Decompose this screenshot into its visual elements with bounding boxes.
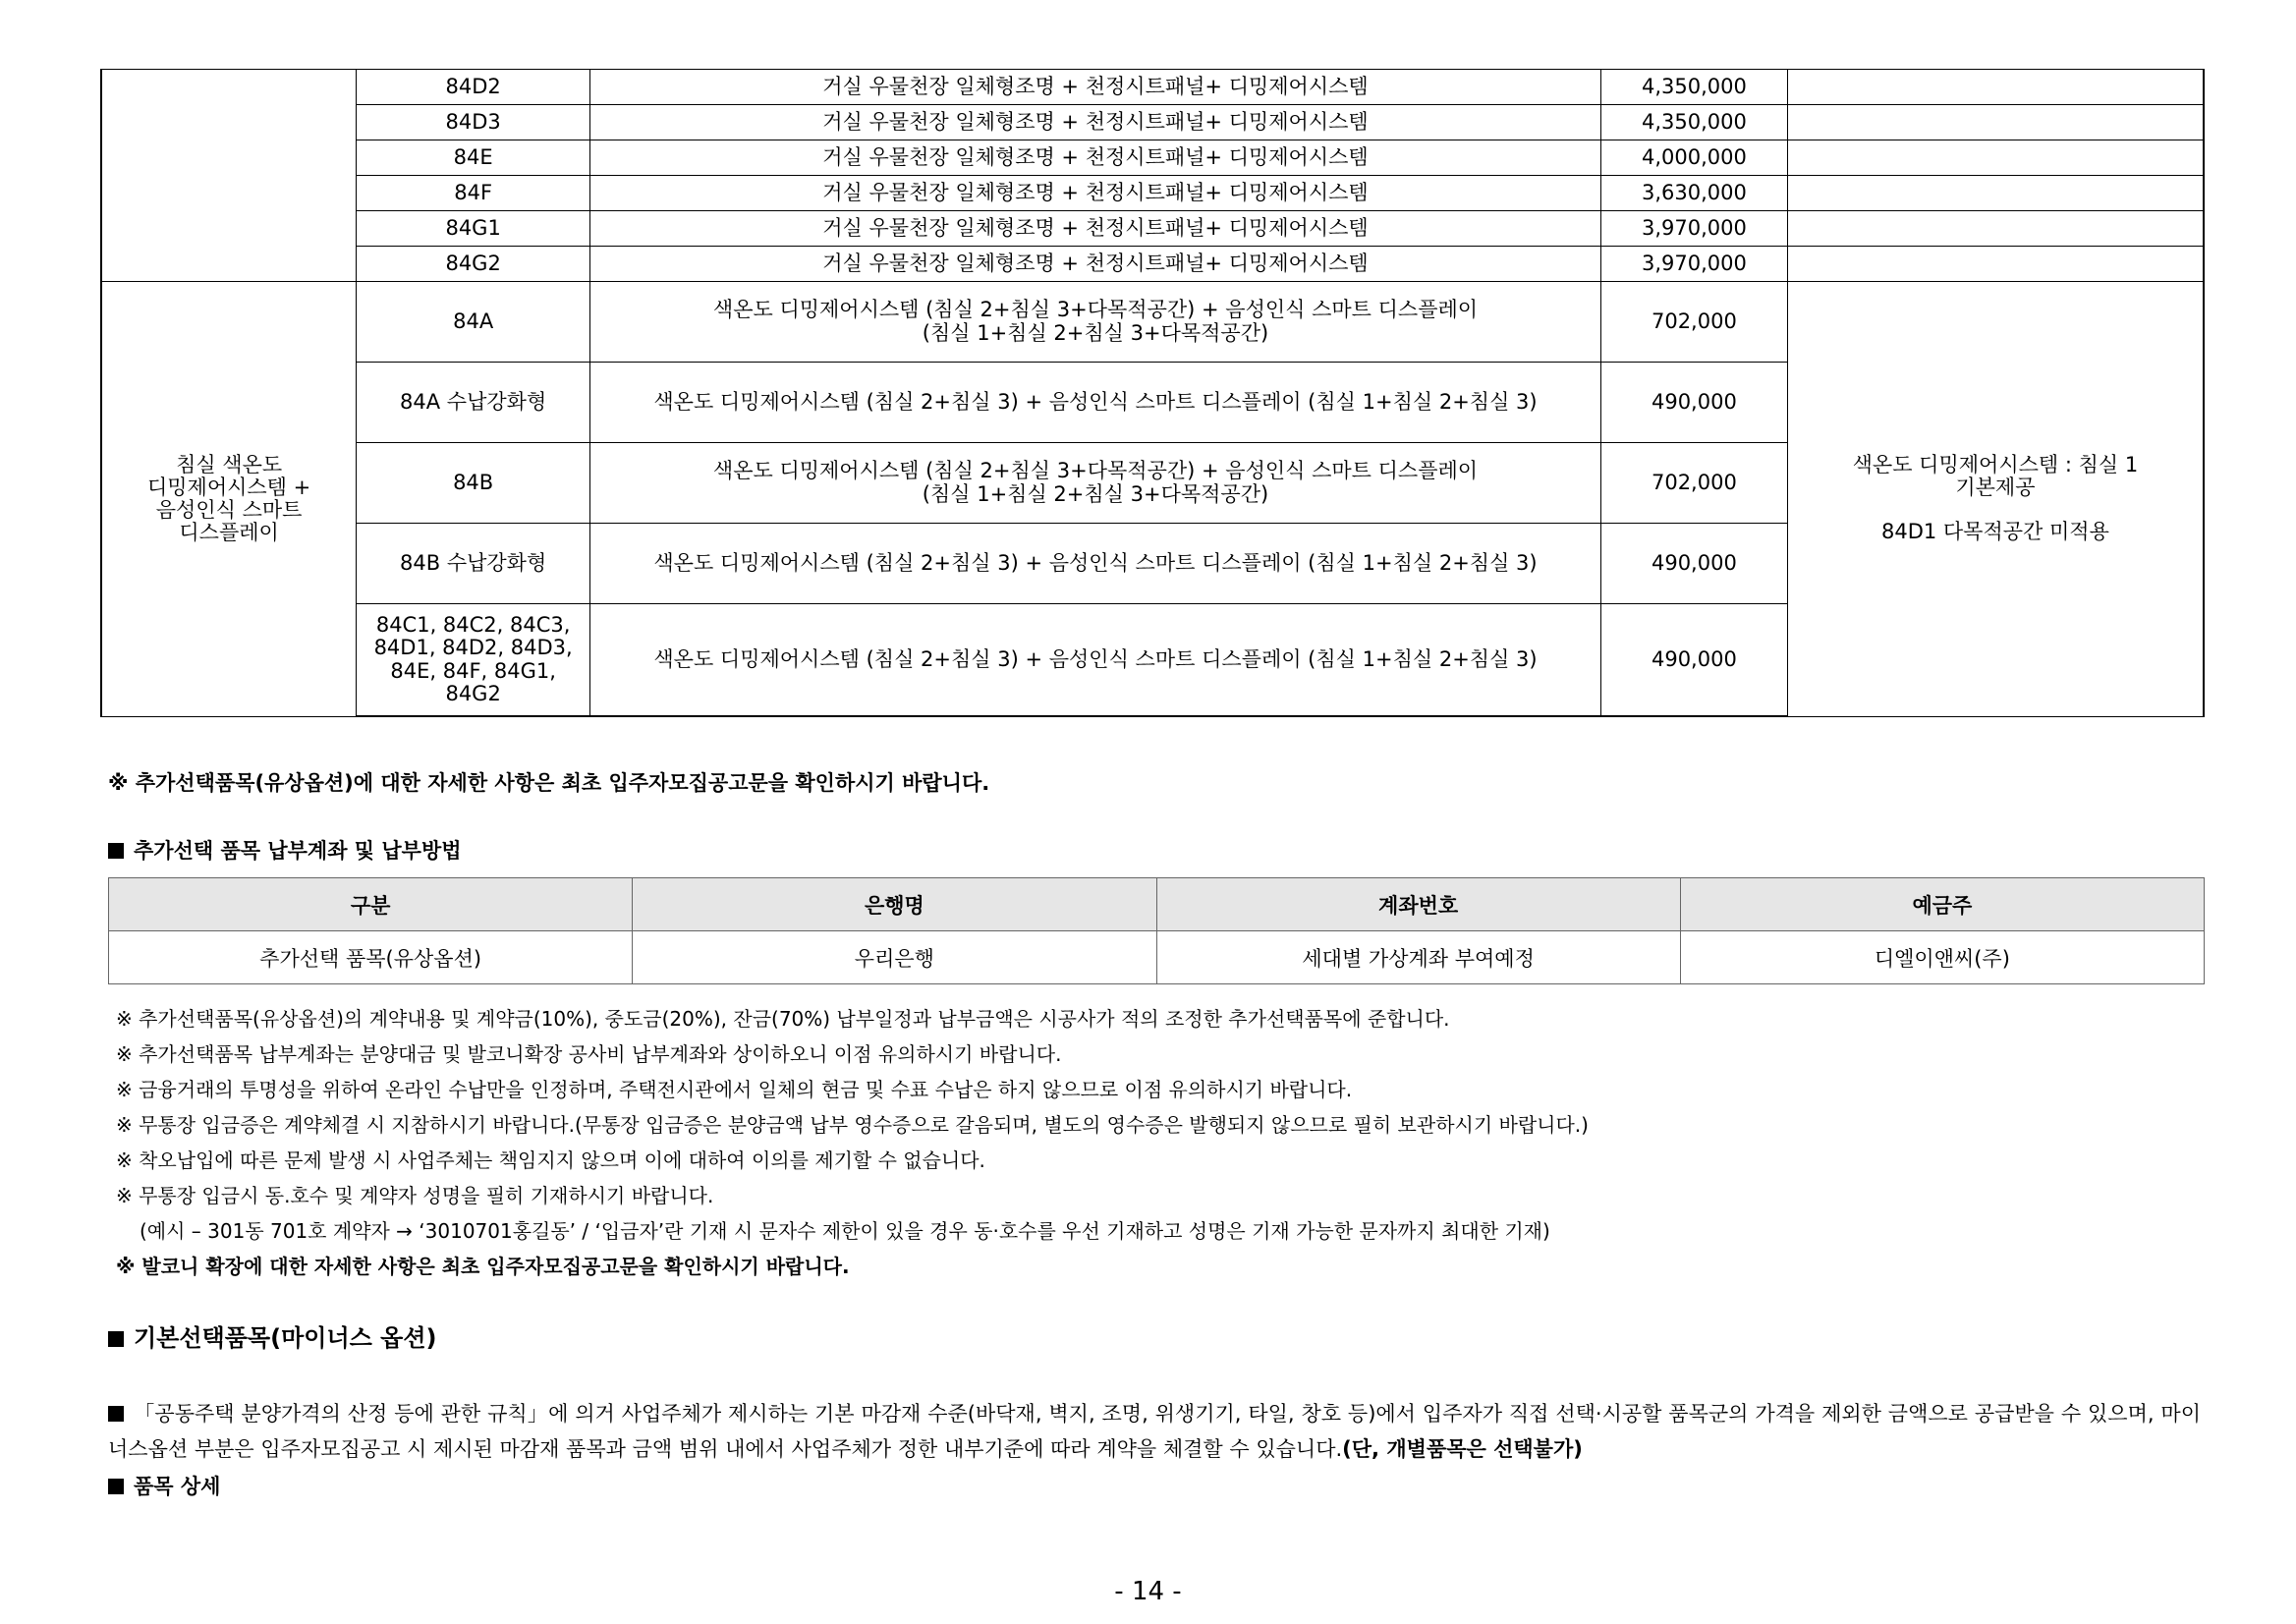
square-bullet-icon — [108, 1479, 124, 1494]
table-row — [101, 70, 2204, 105]
table-row — [101, 105, 2204, 140]
desc-cell: 색온도 디밍제어시스템 (침실 2+침실 3+다목적공간) + 음성인식 스마트 디스플레이 (침실 1+침실 2+침실 3+다목적공간) — [590, 282, 1601, 363]
type-cell: 84A 수납강화형 — [357, 363, 590, 443]
desc-cell: 거실 우물천장 일체형조명 + 천정시트패널+ 디밍제어시스템 — [590, 105, 1601, 140]
type-cell: 84B 수납강화형 — [357, 524, 590, 604]
type-cell: 84G2 — [357, 247, 590, 282]
table-row — [109, 931, 2205, 984]
note-cell — [1787, 211, 2204, 247]
account-cell: 세대별 가상계좌 부여예정 — [1156, 931, 1680, 984]
minus-option-title: 기본선택품목(마이너스 옵션) — [108, 1318, 437, 1353]
note-cell — [1787, 140, 2204, 176]
note-cell — [1787, 105, 2204, 140]
desc-cell: 거실 우물천장 일체형조명 + 천정시트패널+ 디밍제어시스템 — [590, 70, 1601, 105]
price-cell: 4,350,000 — [1600, 70, 1787, 105]
column-header: 예금주 — [1680, 878, 2204, 931]
table-row — [101, 176, 2204, 211]
column-header: 계좌번호 — [1156, 878, 1680, 931]
type-cell: 84D2 — [357, 70, 590, 105]
bedroom-group-note: 색온도 디밍제어시스템 : 침실 1 기본제공 84D1 다목적공간 미적용 — [1787, 282, 2204, 717]
price-cell: 490,000 — [1600, 604, 1787, 717]
type-cell: 84E — [357, 140, 590, 176]
desc-cell: 색온도 디밍제어시스템 (침실 2+침실 3) + 음성인식 스마트 디스플레이 (침실 1+침실 2+침실 3) — [590, 363, 1601, 443]
payment-section-title: 추가선택 품목 납부계좌 및 납부방법 — [108, 835, 462, 865]
square-bullet-icon — [108, 843, 124, 859]
option-detail-note: ※ 추가선택품목(유상옵션)에 대한 자세한 사항은 최초 입주자모집공고문을 확인하시기 바랍니다. — [108, 771, 990, 795]
ceiling-group-label — [101, 70, 357, 282]
price-cell: 490,000 — [1600, 524, 1787, 604]
price-cell: 4,350,000 — [1600, 105, 1787, 140]
bank-cell: 우리은행 — [633, 931, 1156, 984]
price-cell: 3,970,000 — [1600, 247, 1787, 282]
type-cell: 84G1 — [357, 211, 590, 247]
payment-account-table — [108, 877, 2205, 984]
type-cell: 84F — [357, 176, 590, 211]
payment-note: ※ 착오납입에 따른 문제 발생 시 사업주체는 책임지지 않으며 이에 대하여 이의를 제기할 수 없습니다. — [116, 1148, 985, 1172]
minus-option-paragraph: 「공동주택 분양가격의 산정 등에 관한 규칙」에 의거 사업주체가 제시하는 기본 마감재 수준(바닥재, 벽지, 조명, 위생기기, 타일, 창호 등)에서 입주자가 직접 선택·시공할 품목군의 가격을 제외한 금액으로 공급받을 수 있으며, 마이너스옵션 부분은 입주자모집공고 시 제시된 마감재 품목과 금액 범위 내에서 사업주체가 정한 내부기준에 따라 계약을 체결할 수 있습니다.(단, 개별품목은 선택불가) — [108, 1402, 2201, 1461]
payment-note: ※ 추가선택품목 납부계좌는 분양대금 및 발코니확장 공사비 납부계좌와 상이하오니 이점 유의하시기 바랍니다. — [116, 1042, 1062, 1066]
table-row — [101, 211, 2204, 247]
desc-cell: 거실 우물천장 일체형조명 + 천정시트패널+ 디밍제어시스템 — [590, 211, 1601, 247]
note-cell — [1787, 176, 2204, 211]
balcony-note: ※ 발코니 확장에 대한 자세한 사항은 최초 입주자모집공고문을 확인하시기 바랍니다. — [116, 1255, 850, 1278]
page-number: - 14 - — [1114, 1577, 1182, 1606]
payment-note-example: (예시 – 301동 701호 계약자 → ‘3010701홍길동’ / ‘입금자’란 기재 시 문자수 제한이 있을 경우 동·호수를 우선 기재하고 성명은 기재 가능한 문자까지 최대한 기재) — [140, 1219, 1550, 1243]
type-cell: 84C1, 84C2, 84C3, 84D1, 84D2, 84D3, 84E, 84F, 84G1, 84G2 — [357, 604, 590, 717]
note-cell — [1787, 70, 2204, 105]
price-cell: 702,000 — [1600, 282, 1787, 363]
note-cell — [1787, 247, 2204, 282]
category-cell: 추가선택 품목(유상옵션) — [109, 931, 633, 984]
bedroom-group-label: 침실 색온도 디밍제어시스템 + 음성인식 스마트 디스플레이 — [101, 282, 357, 717]
option-price-table — [100, 69, 2205, 717]
type-cell: 84D3 — [357, 105, 590, 140]
type-cell: 84B — [357, 443, 590, 524]
price-cell: 702,000 — [1600, 443, 1787, 524]
desc-cell: 색온도 디밍제어시스템 (침실 2+침실 3+다목적공간) + 음성인식 스마트 디스플레이 (침실 1+침실 2+침실 3+다목적공간) — [590, 443, 1601, 524]
desc-cell: 거실 우물천장 일체형조명 + 천정시트패널+ 디밍제어시스템 — [590, 247, 1601, 282]
desc-cell: 색온도 디밍제어시스템 (침실 2+침실 3) + 음성인식 스마트 디스플레이 (침실 1+침실 2+침실 3) — [590, 524, 1601, 604]
table-row — [101, 140, 2204, 176]
desc-cell: 거실 우물천장 일체형조명 + 천정시트패널+ 디밍제어시스템 — [590, 140, 1601, 176]
table-row — [101, 247, 2204, 282]
type-cell: 84A — [357, 282, 590, 363]
table-header-row — [109, 878, 2205, 931]
price-cell: 490,000 — [1600, 363, 1787, 443]
payment-note: ※ 무통장 입금시 동.호수 및 계약자 성명을 필히 기재하시기 바랍니다. — [116, 1184, 714, 1207]
square-bullet-icon — [108, 1331, 124, 1347]
item-detail-title: 품목 상세 — [108, 1471, 220, 1500]
price-cell: 4,000,000 — [1600, 140, 1787, 176]
holder-cell: 디엘이앤씨(주) — [1680, 931, 2204, 984]
column-header: 은행명 — [633, 878, 1156, 931]
payment-note: ※ 금융거래의 투명성을 위하여 온라인 수납만을 인정하며, 주택전시관에서 일체의 현금 및 수표 수납은 하지 않으므로 이점 유의하시기 바랍니다. — [116, 1078, 1353, 1101]
table-row — [101, 282, 2204, 363]
desc-cell: 거실 우물천장 일체형조명 + 천정시트패널+ 디밍제어시스템 — [590, 176, 1601, 211]
payment-note: ※ 추가선택품목(유상옵션)의 계약내용 및 계약금(10%), 중도금(20%), 잔금(70%) 납부일정과 납부금액은 시공사가 적의 조정한 추가선택품목에 준합니다. — [116, 1007, 1450, 1031]
price-cell: 3,630,000 — [1600, 176, 1787, 211]
column-header: 구분 — [109, 878, 633, 931]
desc-cell: 색온도 디밍제어시스템 (침실 2+침실 3) + 음성인식 스마트 디스플레이 (침실 1+침실 2+침실 3) — [590, 604, 1601, 717]
price-cell: 3,970,000 — [1600, 211, 1787, 247]
payment-note: ※ 무통장 입금증은 계약체결 시 지참하시기 바랍니다.(무통장 입금증은 분양금액 납부 영수증으로 갈음되며, 별도의 영수증은 발행되지 않으므로 필히 보관하시기 바랍니다.) — [116, 1113, 1589, 1137]
square-bullet-icon — [108, 1406, 124, 1422]
